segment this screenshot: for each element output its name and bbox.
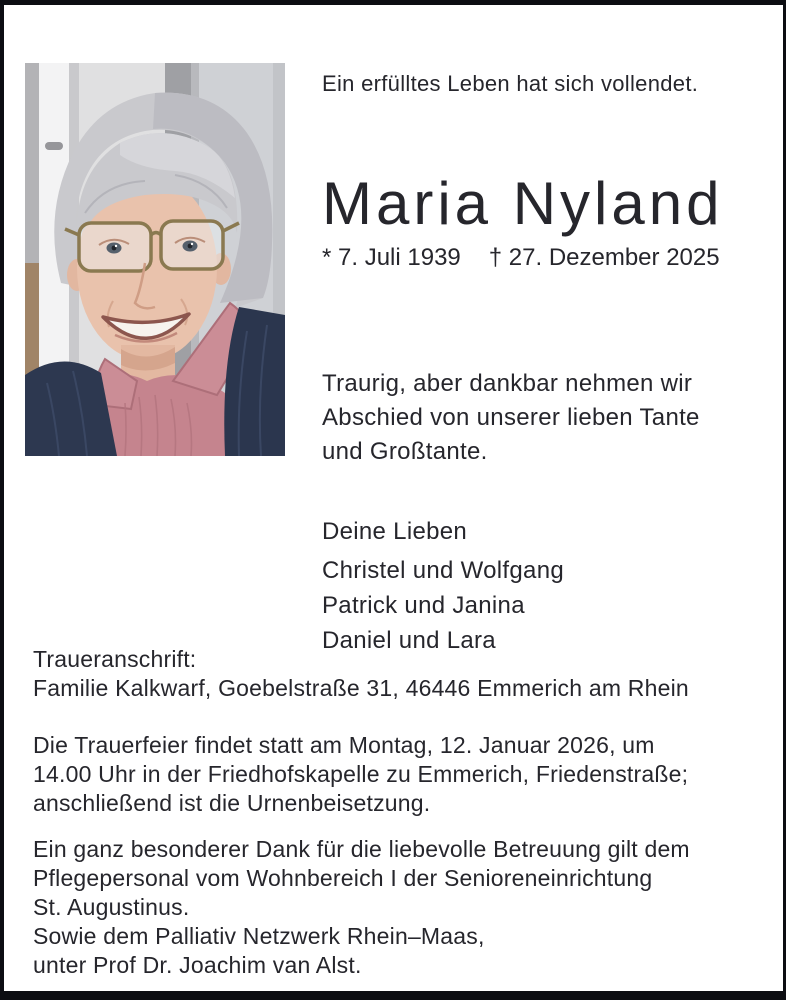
life-dates: [322, 243, 784, 273]
condolence-text: [322, 367, 784, 469]
thanks-line: Ein ganz besonderer Dank für die liebevolle Betreuung gilt dem: [33, 836, 690, 862]
thanks-line: Pflegepersonal vom Wohnbereich I der Senioreneinrichtung: [33, 865, 653, 891]
condolence-line: Abschied von unserer lieben Tante: [322, 404, 700, 431]
portrait-photo: [25, 63, 285, 456]
opening-line: Ein erfülltes Leben hat sich vollendet.: [322, 71, 699, 96]
service-line: 14.00 Uhr in der Friedhofskapelle zu Emmerich, Friedenstraße;: [33, 761, 689, 787]
service-line: Die Trauerfeier findet statt am Montag, 12. Januar 2026, um: [33, 732, 655, 758]
service-line: anschließend ist die Urnenbeisetzung.: [33, 790, 431, 816]
mourner-name: Daniel und Lara: [322, 627, 496, 654]
portrait-illustration: [25, 63, 285, 456]
address-line: Familie Kalkwarf, Goebelstraße 31, 46446 Emmerich am Rhein: [33, 675, 689, 701]
address-label: Traueranschrift:: [33, 646, 197, 672]
thanks-line: St. Augustinus.: [33, 894, 190, 920]
wood-floor: [25, 263, 39, 383]
death-date: † 27. Dezember 2025: [488, 244, 720, 271]
mourner-name: Patrick und Janina: [322, 592, 525, 619]
mourner-name: Christel und Wolfgang: [322, 557, 564, 584]
mourners-intro: Deine Lieben: [322, 518, 468, 545]
mourning-address: [33, 645, 781, 703]
bottom-section: [33, 645, 781, 980]
deceased-name: Maria Nyland: [322, 170, 724, 237]
right-column: [322, 63, 784, 658]
condolence-line: und Großtante.: [322, 438, 488, 465]
birth-date: * 7. Juli 1939: [322, 244, 461, 271]
acknowledgements: [33, 835, 781, 980]
cardigan-right: [224, 307, 285, 456]
thanks-line: unter Prof Dr. Joachim van Alst.: [33, 952, 362, 978]
thanks-line: Sowie dem Palliativ Netzwerk Rhein–Maas,: [33, 923, 485, 949]
condolence-line: Traurig, aber dankbar nehmen wir: [322, 370, 693, 397]
door-handle: [45, 142, 63, 150]
funeral-service-info: [33, 731, 781, 818]
mourners-list: [322, 553, 784, 658]
